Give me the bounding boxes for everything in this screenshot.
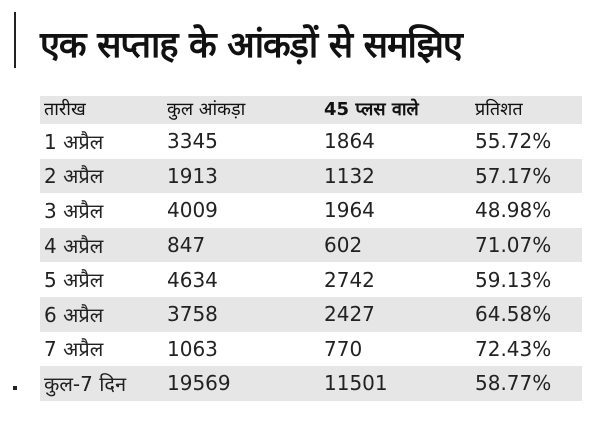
cell-date: 1 अप्रैल (44, 129, 104, 154)
header-total: कुल आंकड़ा (167, 99, 246, 120)
cell-45-plus: 2427 (324, 302, 375, 327)
table-total-row (40, 366, 582, 401)
cell-percent: 71.07% (475, 233, 552, 258)
table-row (40, 159, 582, 194)
cell-percent: 55.72% (475, 129, 552, 154)
data-table (40, 96, 582, 401)
cell-percent: 64.58% (475, 302, 552, 327)
cell-total: 4634 (167, 267, 218, 292)
table-header-row (40, 96, 582, 124)
table-row (40, 124, 582, 159)
cell-date: 6 अप्रैल (44, 302, 104, 327)
left-accent-dot (13, 386, 17, 390)
cell-percent: 48.98% (475, 198, 552, 223)
table-row (40, 193, 582, 228)
cell-date: 2 अप्रैल (44, 164, 104, 189)
cell-date: कुल-7 दिन (44, 371, 127, 396)
cell-total: 4009 (167, 198, 218, 223)
cell-total: 847 (167, 233, 206, 258)
cell-date: 7 अप्रैल (44, 337, 104, 362)
cell-percent: 58.77% (475, 371, 552, 396)
cell-total: 1063 (167, 336, 218, 361)
table-row (40, 332, 582, 367)
cell-date: 5 अप्रैल (44, 268, 104, 293)
cell-45-plus: 770 (324, 336, 363, 361)
cell-date: 4 अप्रैल (44, 233, 104, 258)
cell-total: 1913 (167, 163, 218, 188)
cell-percent: 59.13% (475, 267, 552, 292)
left-accent-rule (14, 12, 16, 68)
cell-percent: 57.17% (475, 163, 552, 188)
page-title: एक सप्ताह के आंकड़ों से समझिए (40, 25, 462, 66)
cell-total: 3345 (167, 129, 218, 154)
header-percent: प्रतिशत (475, 99, 523, 120)
cell-total: 3758 (167, 302, 218, 327)
cell-45-plus: 11501 (324, 371, 388, 396)
header-45-plus: 45 प्लस वाले (324, 99, 419, 120)
cell-total: 19569 (167, 371, 231, 396)
table-row (40, 297, 582, 332)
header-date: तारीख (44, 99, 86, 120)
cell-percent: 72.43% (475, 336, 552, 361)
cell-date: 3 अप्रैल (44, 198, 104, 223)
cell-45-plus: 1132 (324, 163, 375, 188)
cell-45-plus: 1864 (324, 129, 375, 154)
table-row (40, 262, 582, 297)
cell-45-plus: 2742 (324, 267, 375, 292)
table-row (40, 228, 582, 263)
cell-45-plus: 602 (324, 233, 363, 258)
cell-45-plus: 1964 (324, 198, 375, 223)
